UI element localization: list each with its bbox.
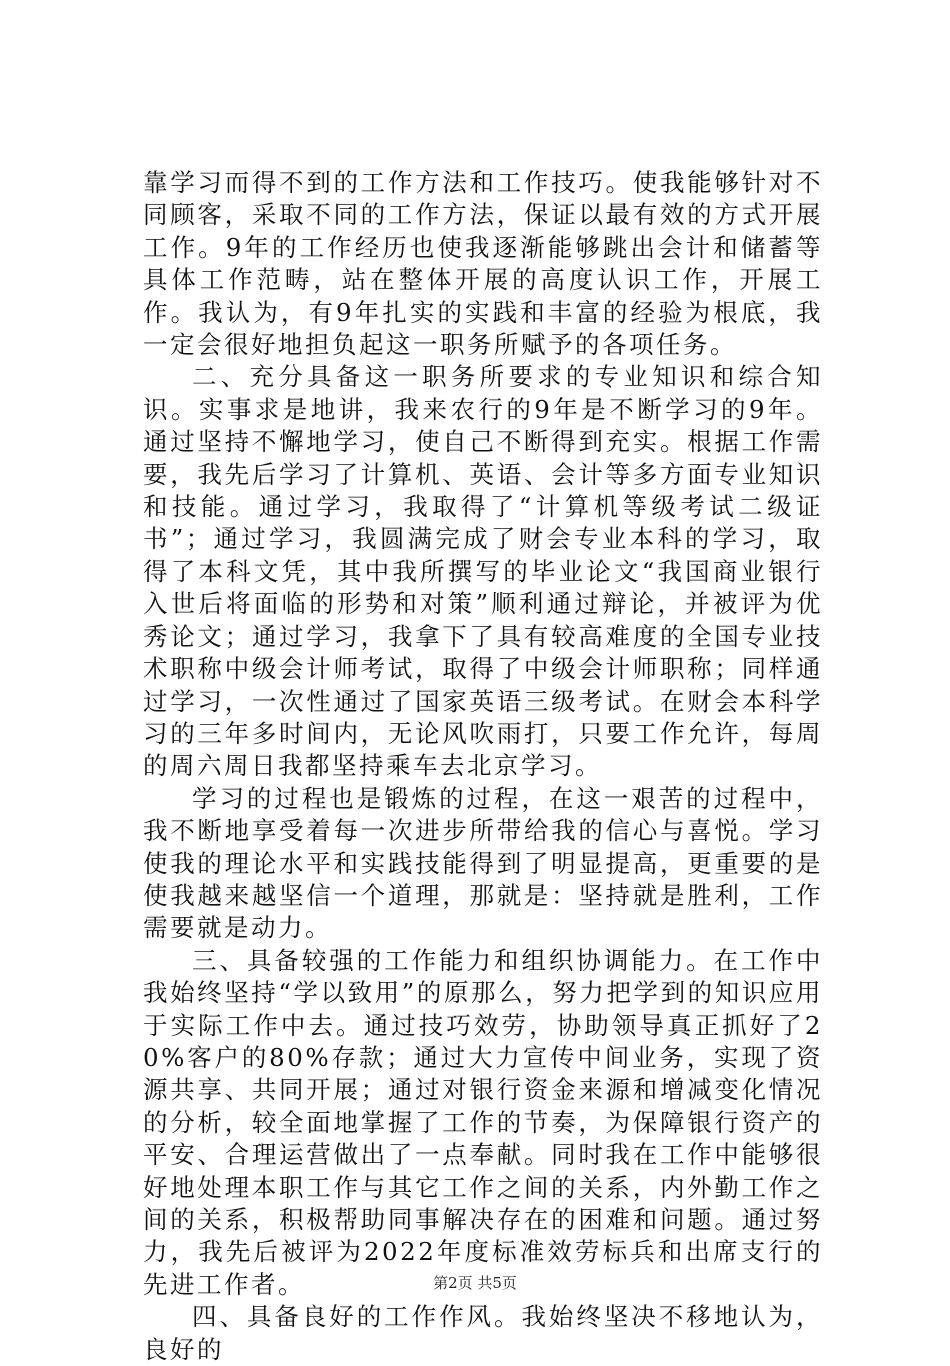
paragraph-section-three: 三、具备较强的工作能力和组织协调能力。在工作中我始终坚持“学以致用”的原那么，努力把学到的知识应用于实际工作中去。通过技巧效劳，协助领导真正抓好了20%客户的80%存款；通过大力宣传中间业务，实现了资源共享、共同开展；通过对银行资金来源和增减变化情况的分析，较全面地掌握了工作的节奏，为保障银行资产的平安、合理运营做出了一点奉献。同时我在工作中能够很好地处理本职工作与其它工作之间的关系，内外勤工作之间的关系，积极帮助同事解决存在的困难和问题。通过努力，我先后被评为2022年度标准效劳标兵和出席支行的先进工作者。 [143,945,823,1299]
paragraph-section-four: 四、具备良好的工作作风。我始终坚决不移地认为，良好的 [143,1302,823,1364]
paragraph-learning-process: 学习的过程也是锻炼的过程，在这一艰苦的过程中，我不断地享受着每一次进步所带给我的信心与喜悦。学习使我的理论水平和实践技能得到了明显提高，更重要的是使我越来越坚信一个道理，那就是：坚持就是胜利，工作需要就是动力。 [143,783,823,943]
document-body [143,167,823,1366]
paragraph-continuation: 靠学习而得不到的工作方法和工作技巧。使我能够针对不同顾客，采取不同的工作方法，保证以最有效的方式开展工作。9年的工作经历也使我逐渐能够跳出会计和储蓄等具体工作范畴，站在整体开展的高度认识工作，开展工作。我认为，有9年扎实的实践和丰富的经验为根底，我一定会很好地担负起这一职务所赋予的各项任务。 [143,168,823,360]
page-number-footer: 第2页 共5页 [433,1274,517,1292]
paragraph-section-two: 二、充分具备这一职务所要求的专业知识和综合知识。实事求是地讲，我来农行的9年是不断学习的9年。通过坚持不懈地学习，使自己不断得到充实。根据工作需要，我先后学习了计算机、英语、会计等多方面专业知识和技能。通过学习，我取得了“计算机等级考试二级证书”；通过学习，我圆满完成了财会专业本科的学习，取得了本科文凭，其中我所撰写的毕业论文“我国商业银行入世后将面临的形势和对策”顺利通过辩论，并被评为优秀论文；通过学习，我拿下了具有较高难度的全国专业技术职称中级会计师考试，取得了中级会计师职称；同样通过学习，一次性通过了国家英语三级考试。在财会本科学习的三年多时间内，无论风吹雨打，只要工作允许，每周的周六周日我都坚持乘车去北京学习。 [143,362,823,781]
